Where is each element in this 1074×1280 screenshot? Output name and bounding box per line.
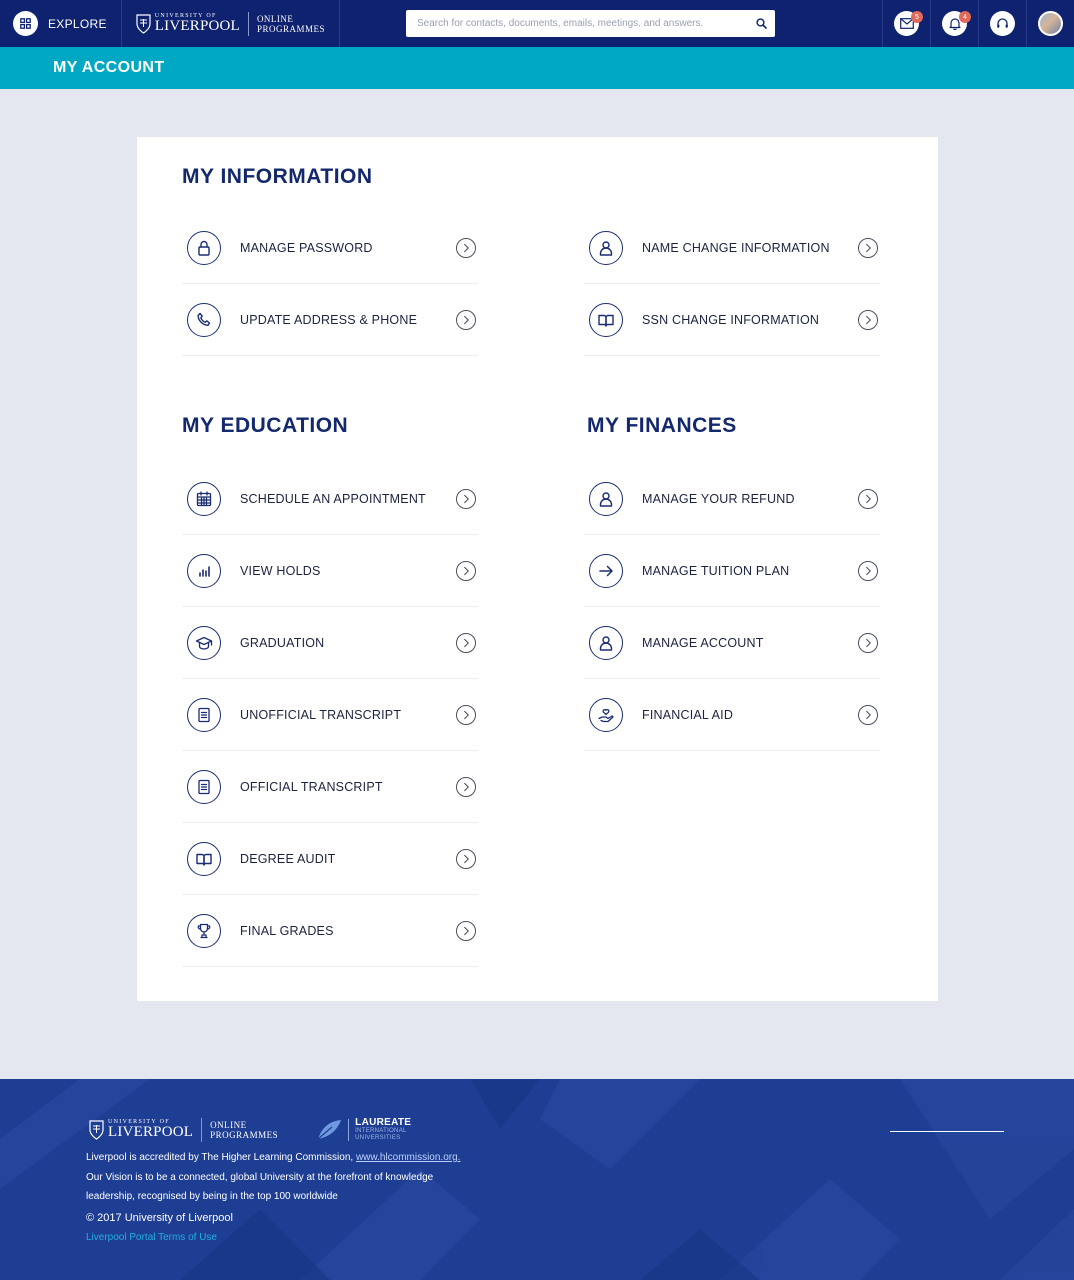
- footer-divider-line: [890, 1131, 1004, 1132]
- chevron-right-icon[interactable]: [456, 777, 476, 797]
- mail-button[interactable]: [882, 0, 930, 47]
- menu-item-official-transcript[interactable]: [182, 751, 478, 823]
- vision-line-2: leadership, recognised by being in the top 100 worldwide: [86, 1191, 338, 1202]
- chevron-right-icon[interactable]: [858, 561, 878, 581]
- section-title-finances: MY FINANCES: [587, 414, 737, 437]
- chevron-right-icon[interactable]: [858, 633, 878, 653]
- trophy-icon: [187, 914, 221, 948]
- book-icon: [187, 842, 221, 876]
- chevron-right-icon[interactable]: [456, 633, 476, 653]
- chevron-right-icon[interactable]: [456, 310, 476, 330]
- menu-item-label: SSN CHANGE INFORMATION: [642, 312, 820, 327]
- hlc-link[interactable]: www.hlcommission.org.: [355, 1152, 461, 1163]
- menu-item-label: OFFICIAL TRANSCRIPT: [240, 779, 383, 794]
- document-icon: [187, 770, 221, 804]
- user-icon: [589, 626, 623, 660]
- section-title-information: MY INFORMATION: [182, 165, 373, 188]
- menu-item-schedule-an-appointment[interactable]: [182, 463, 478, 535]
- menu-item-label: VIEW HOLDS: [240, 563, 321, 578]
- accreditation-statement: Liverpool is accredited by The Higher Learning Commission,: [86, 1152, 354, 1163]
- explore-button[interactable]: [0, 0, 122, 47]
- footer-logo-university-of: UNIVERSITY OF: [108, 1119, 170, 1125]
- menu-item-label: FINANCIAL AID: [642, 707, 734, 722]
- headset-icon: [996, 17, 1009, 30]
- menu-item-label: MANAGE ACCOUNT: [642, 635, 764, 650]
- menu-item-label: MANAGE YOUR REFUND: [642, 491, 795, 506]
- chevron-right-icon[interactable]: [456, 921, 476, 941]
- book-icon: [589, 303, 623, 337]
- logo-liverpool: LIVERPOOL: [154, 18, 240, 34]
- menu-item-final-grades[interactable]: [182, 895, 478, 967]
- menu-item-financial-aid[interactable]: [584, 679, 880, 751]
- user-icon: [589, 482, 623, 516]
- laureate-logo[interactable]: [316, 1117, 411, 1142]
- menu-item-unofficial-transcript[interactable]: [182, 679, 478, 751]
- menu-item-label: FINAL GRADES: [240, 923, 334, 938]
- menu-item-graduation[interactable]: [182, 607, 478, 679]
- avatar: [1038, 11, 1063, 36]
- grid-icon: [13, 11, 38, 36]
- support-button[interactable]: [978, 0, 1026, 47]
- laureate-name: LAUREATE: [355, 1117, 412, 1128]
- chevron-right-icon[interactable]: [858, 238, 878, 258]
- bar-chart-icon: [187, 554, 221, 588]
- menu-item-name-change-information[interactable]: [584, 212, 880, 284]
- logo-programmes: PROGRAMMES: [256, 23, 325, 34]
- notification-badge: 4: [959, 11, 971, 23]
- footer-logo-online: ONLINE: [210, 1119, 247, 1130]
- chevron-right-icon[interactable]: [456, 849, 476, 869]
- menu-item-label: MANAGE TUITION PLAN: [642, 563, 790, 578]
- page-title: MY ACCOUNT: [53, 59, 165, 76]
- logo-divider: [248, 12, 249, 36]
- university-logo[interactable]: [122, 0, 340, 47]
- accreditation-text: [86, 1152, 460, 1164]
- laureate-sub1: INTERNATIONAL: [355, 1128, 407, 1134]
- hand-heart-icon: [589, 698, 623, 732]
- mail-badge: 5: [911, 11, 923, 23]
- explore-label: EXPLORE: [48, 16, 107, 31]
- chevron-right-icon[interactable]: [858, 705, 878, 725]
- footer: [0, 1079, 1074, 1280]
- menu-item-ssn-change-information[interactable]: [584, 284, 880, 356]
- phone-icon: [187, 303, 221, 337]
- logo-online: ONLINE: [256, 13, 294, 24]
- vision-line-1: Our Vision is to be a connected, global University at the forefront of knowledge: [86, 1172, 434, 1183]
- page-title-bar: [0, 47, 1074, 89]
- menu-item-view-holds[interactable]: [182, 535, 478, 607]
- chevron-right-icon[interactable]: [456, 705, 476, 725]
- search-box: [406, 10, 775, 37]
- section-title-education: MY EDUCATION: [182, 414, 349, 437]
- chevron-right-icon[interactable]: [456, 561, 476, 581]
- copyright: © 2017 University of Liverpool: [86, 1212, 233, 1224]
- menu-item-label: MANAGE PASSWORD: [240, 240, 373, 255]
- user-icon: [589, 231, 623, 265]
- footer-logo-liverpool: LIVERPOOL: [108, 1124, 194, 1140]
- search-input[interactable]: [406, 10, 747, 37]
- calendar-icon: [187, 482, 221, 516]
- laureate-sub2: UNIVERSITIES: [355, 1135, 401, 1141]
- menu-item-manage-tuition-plan[interactable]: [584, 535, 880, 607]
- menu-item-manage-account[interactable]: [584, 607, 880, 679]
- profile-button[interactable]: [1026, 0, 1074, 47]
- menu-item-update-address-phone[interactable]: [182, 284, 478, 356]
- leaf-icon: [316, 1119, 342, 1141]
- top-navigation-bar: [0, 0, 1074, 47]
- chevron-right-icon[interactable]: [858, 489, 878, 509]
- menu-item-label: GRADUATION: [240, 635, 325, 650]
- logo-university-of: UNIVERSITY OF: [154, 13, 217, 19]
- search-icon: [756, 18, 767, 29]
- crest-icon: [136, 14, 151, 34]
- menu-item-label: UNOFFICIAL TRANSCRIPT: [240, 707, 402, 722]
- notifications-button[interactable]: [930, 0, 978, 47]
- chevron-right-icon[interactable]: [858, 310, 878, 330]
- menu-item-label: DEGREE AUDIT: [240, 851, 336, 866]
- footer-university-logo[interactable]: [89, 1118, 278, 1142]
- menu-item-degree-audit[interactable]: [182, 823, 478, 895]
- arrow-right-icon: [589, 554, 623, 588]
- account-card: [137, 137, 938, 1001]
- menu-item-manage-your-refund[interactable]: [584, 463, 880, 535]
- footer-logo-divider: [201, 1118, 202, 1142]
- terms-link[interactable]: Liverpool Portal Terms of Use: [86, 1232, 217, 1243]
- menu-item-manage-password[interactable]: [182, 212, 478, 284]
- menu-item-label: NAME CHANGE INFORMATION: [642, 240, 830, 255]
- lock-icon: [187, 231, 221, 265]
- chevron-right-icon[interactable]: [456, 238, 476, 258]
- footer-logo-programmes: PROGRAMMES: [210, 1129, 279, 1140]
- menu-item-label: UPDATE ADDRESS & PHONE: [240, 312, 418, 327]
- document-icon: [187, 698, 221, 732]
- graduation-cap-icon: [187, 626, 221, 660]
- search-button[interactable]: [747, 10, 775, 37]
- crest-icon: [89, 1120, 104, 1140]
- laureate-divider: [348, 1119, 349, 1141]
- chevron-right-icon[interactable]: [456, 489, 476, 509]
- menu-item-label: SCHEDULE AN APPOINTMENT: [240, 491, 426, 506]
